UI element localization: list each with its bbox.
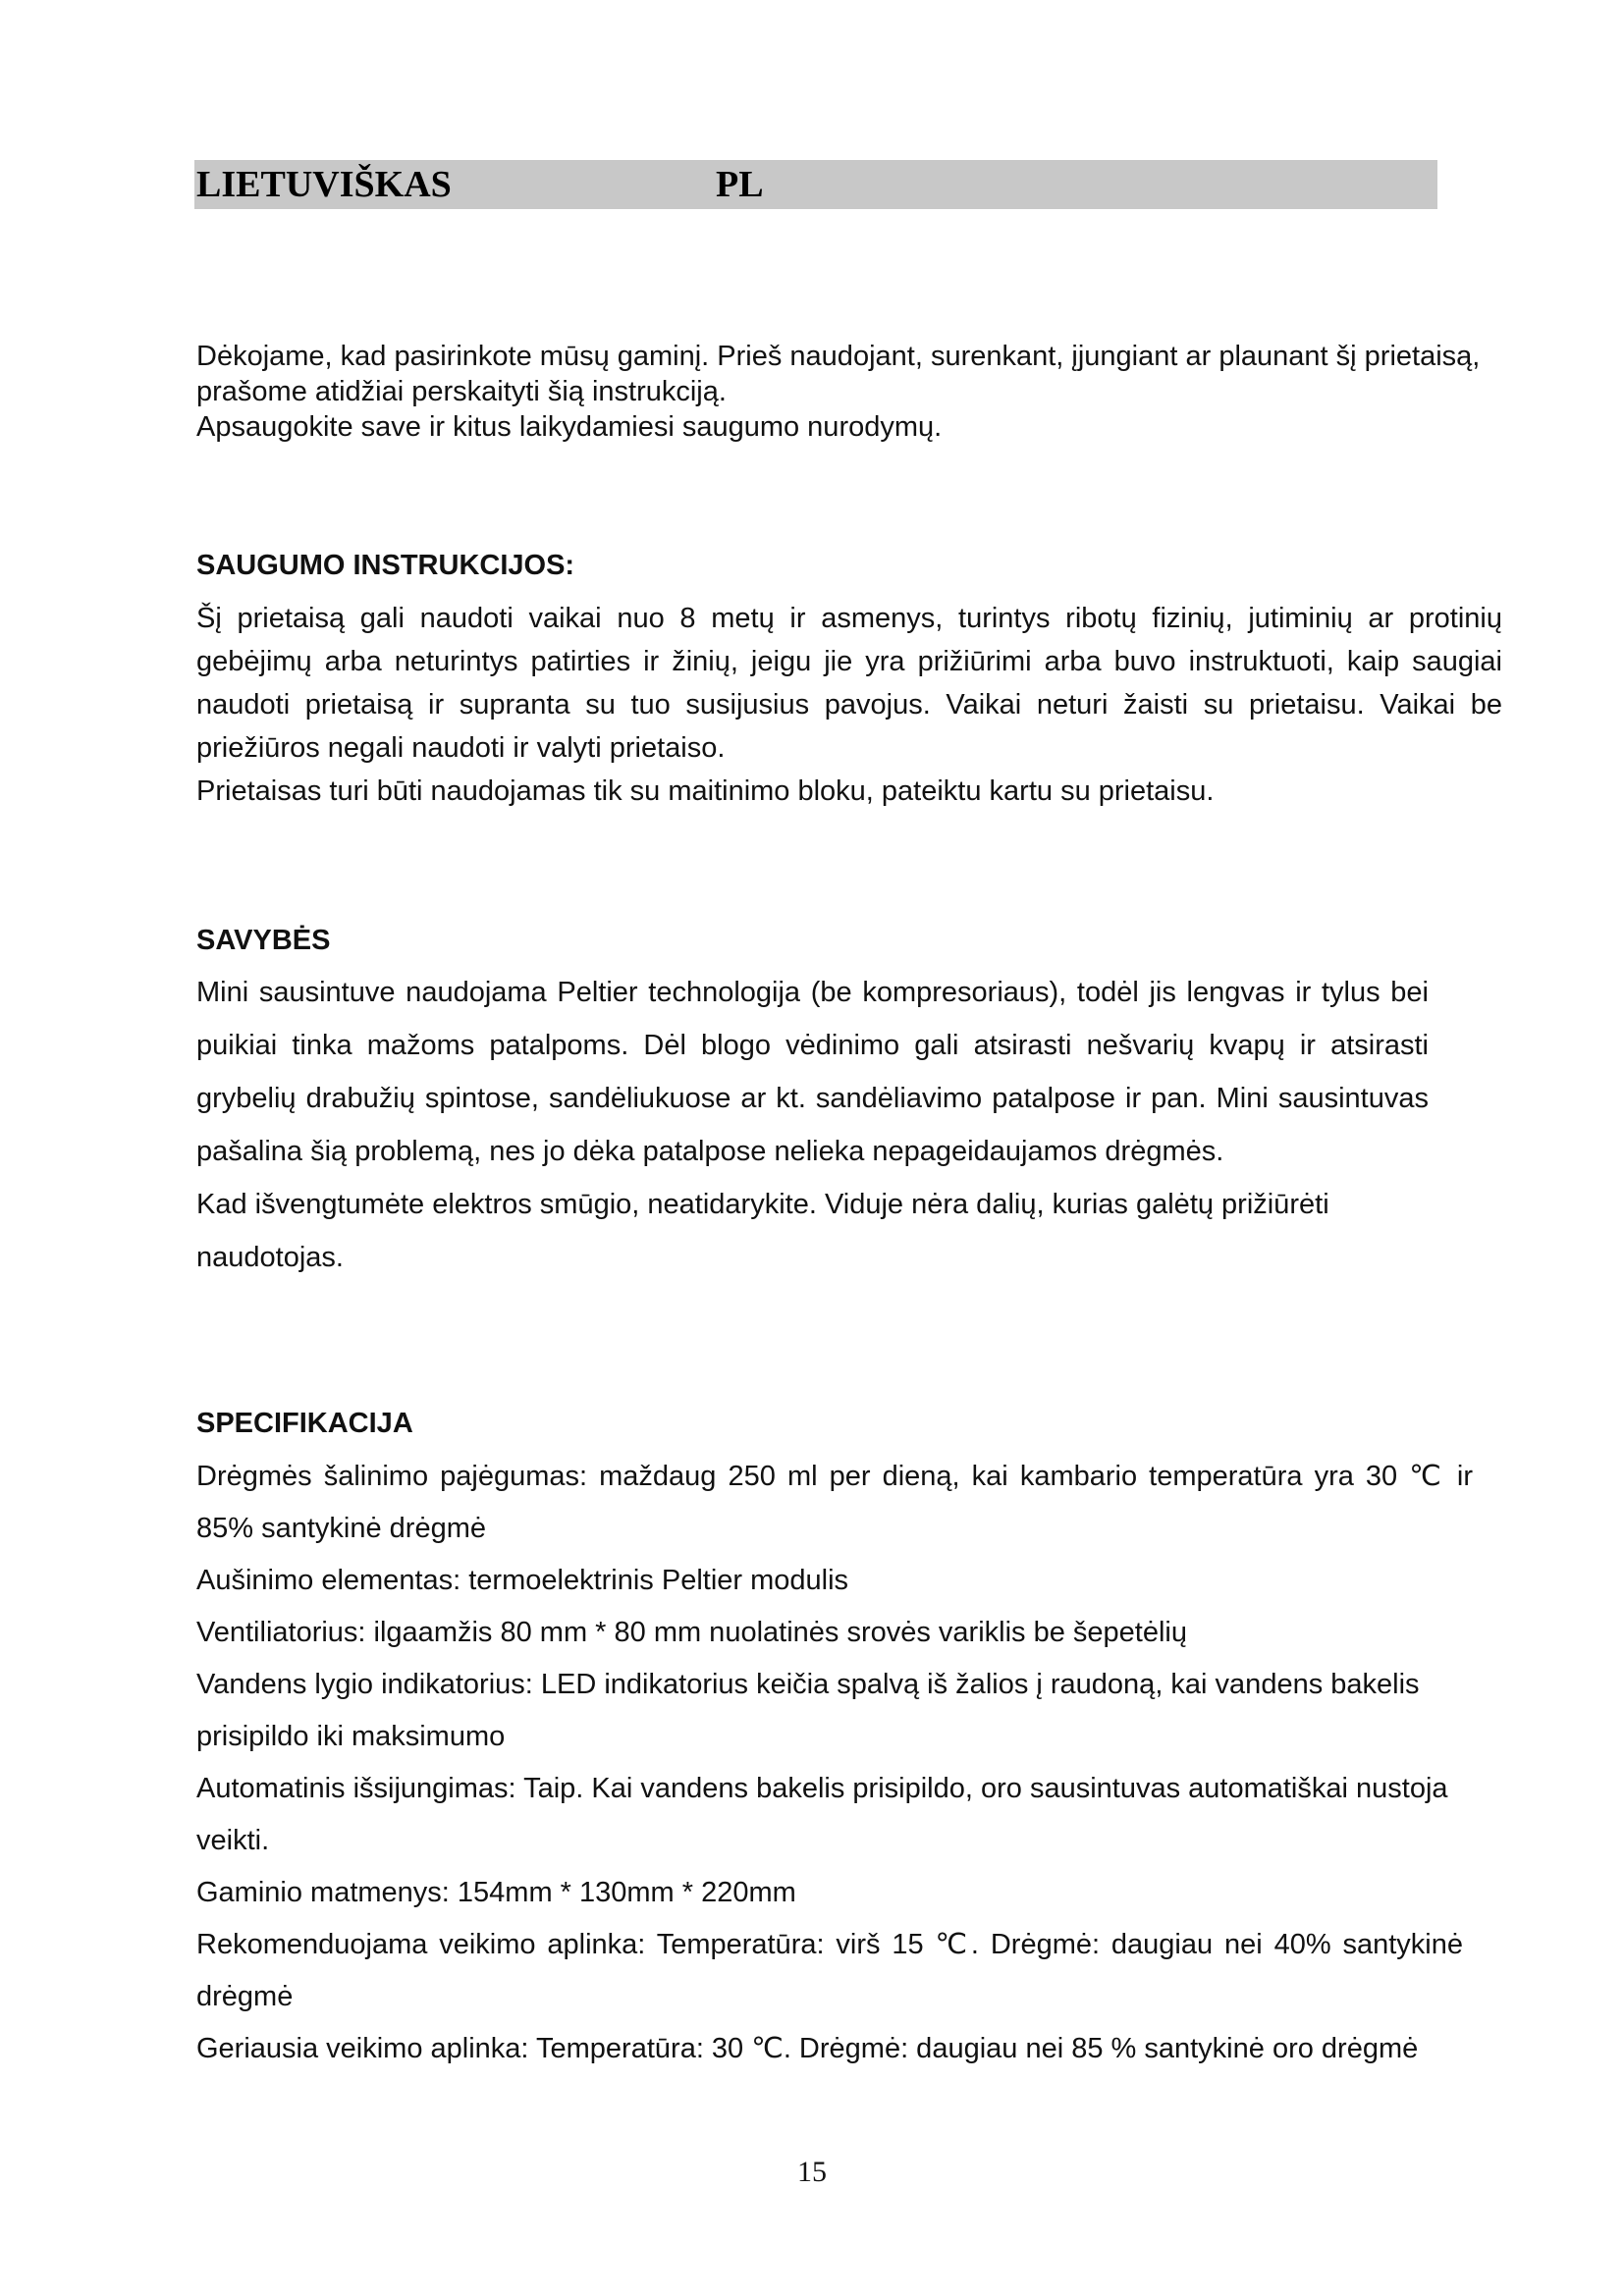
- language-header-bar: [194, 160, 1437, 209]
- spec-item: Geriausia veikimo aplinka: Temperatūra: 30 ℃. Drėgmė: daugiau nei 85 % santykinė oro drėgmė: [196, 2033, 1419, 2064]
- features-paragraph: Mini sausintuve naudojama Peltier technologija (be kompresoriaus), todėl jis lengvas ir tylus bei puikiai tinka mažoms patalpoms. Dėl blogo vėdinimo gali atsirasti nešvarių kvapų ir atsirasti grybelių drabužių spintose, sandėliukuose ar kt. sandėliavimo patalpose ir pan. Mini sausintuvas pašalina šią problemą, nes jo dėka patalpose nelieka nepageidaujamos drėgmės.: [196, 977, 1429, 1167]
- spec-item: Aušinimo elementas: termoelektrinis Peltier modulis: [196, 1565, 849, 1596]
- intro-section: [196, 339, 1502, 462]
- intro-paragraph: Dėkojame, kad pasirinkote mūsų gaminį. Prieš naudojant, surenkant, įjungiant ar plaunant šį prietaisą, prašome atidžiai perskaityti šią instrukciją.: [196, 341, 1481, 407]
- features-section: [196, 923, 1502, 1302]
- intro-safety-note: Apsaugokite save ir kitus laikydamiesi saugumo nurodymų.: [196, 411, 943, 443]
- safety-heading: SAUGUMO INSTRUKCIJOS:: [196, 550, 575, 581]
- specification-heading: SPECIFIKACIJA: [196, 1408, 413, 1439]
- language-title: LIETUVIŠKAS: [196, 164, 452, 205]
- page-number: 15: [797, 2156, 827, 2188]
- power-supply-note: Prietaisas turi būti naudojamas tik su maitinimo bloku, pateiktu kartu su prietaisu.: [196, 775, 1215, 807]
- spec-item: Drėgmės šalinimo pajėgumas: maždaug 250 ml per dieną, kai kambario temperatūra yra 30 ℃ ir 85% santykinė drėgmė: [196, 1461, 1473, 1544]
- spec-item: Automatinis išsijungimas: Taip. Kai vandens bakelis prisipildo, oro sausintuvas automatiškai nustoja veikti.: [196, 1773, 1448, 1856]
- safety-paragraph: Šį prietaisą gali naudoti vaikai nuo 8 metų ir asmenys, turintys ribotų fizinių, jutiminių ar protinių gebėjimų arba neturintys patirties ir žinių, jeigu jie yra prižiūrimi arba buvo instruktuoti, kaip saugiai naudoti prietaisą ir supranta su tuo susijusius pavojus. Vaikai neturi žaisti su prietaisu. Vaikai be priežiūros negali naudoti ir valyti prietaiso.: [196, 603, 1502, 764]
- safety-section: [196, 548, 1502, 830]
- electric-shock-note: Kad išvengtumėte elektros smūgio, neatidarykite. Viduje nėra dalių, kurias galėtų prižiūrėti naudotojas.: [196, 1189, 1329, 1273]
- features-heading: SAVYBĖS: [196, 925, 331, 956]
- spec-item: Ventiliatorius: ilgaamžis 80 mm * 80 mm nuolatinės srovės variklis be šepetėlių: [196, 1617, 1187, 1648]
- spec-item: Rekomenduojama veikimo aplinka: Temperatūra: virš 15 ℃. Drėgmė: daugiau nei 40% santykinė drėgmė: [196, 1929, 1463, 2012]
- spec-item: Vandens lygio indikatorius: LED indikatorius keičia spalvą iš žalios į raudoną, kai vandens bakelis prisipildo iki maksimumo: [196, 1669, 1420, 1752]
- specification-section: [196, 1406, 1502, 2075]
- language-code: PL: [716, 164, 764, 205]
- spec-item: Gaminio matmenys: 154mm * 130mm * 220mm: [196, 1877, 796, 1908]
